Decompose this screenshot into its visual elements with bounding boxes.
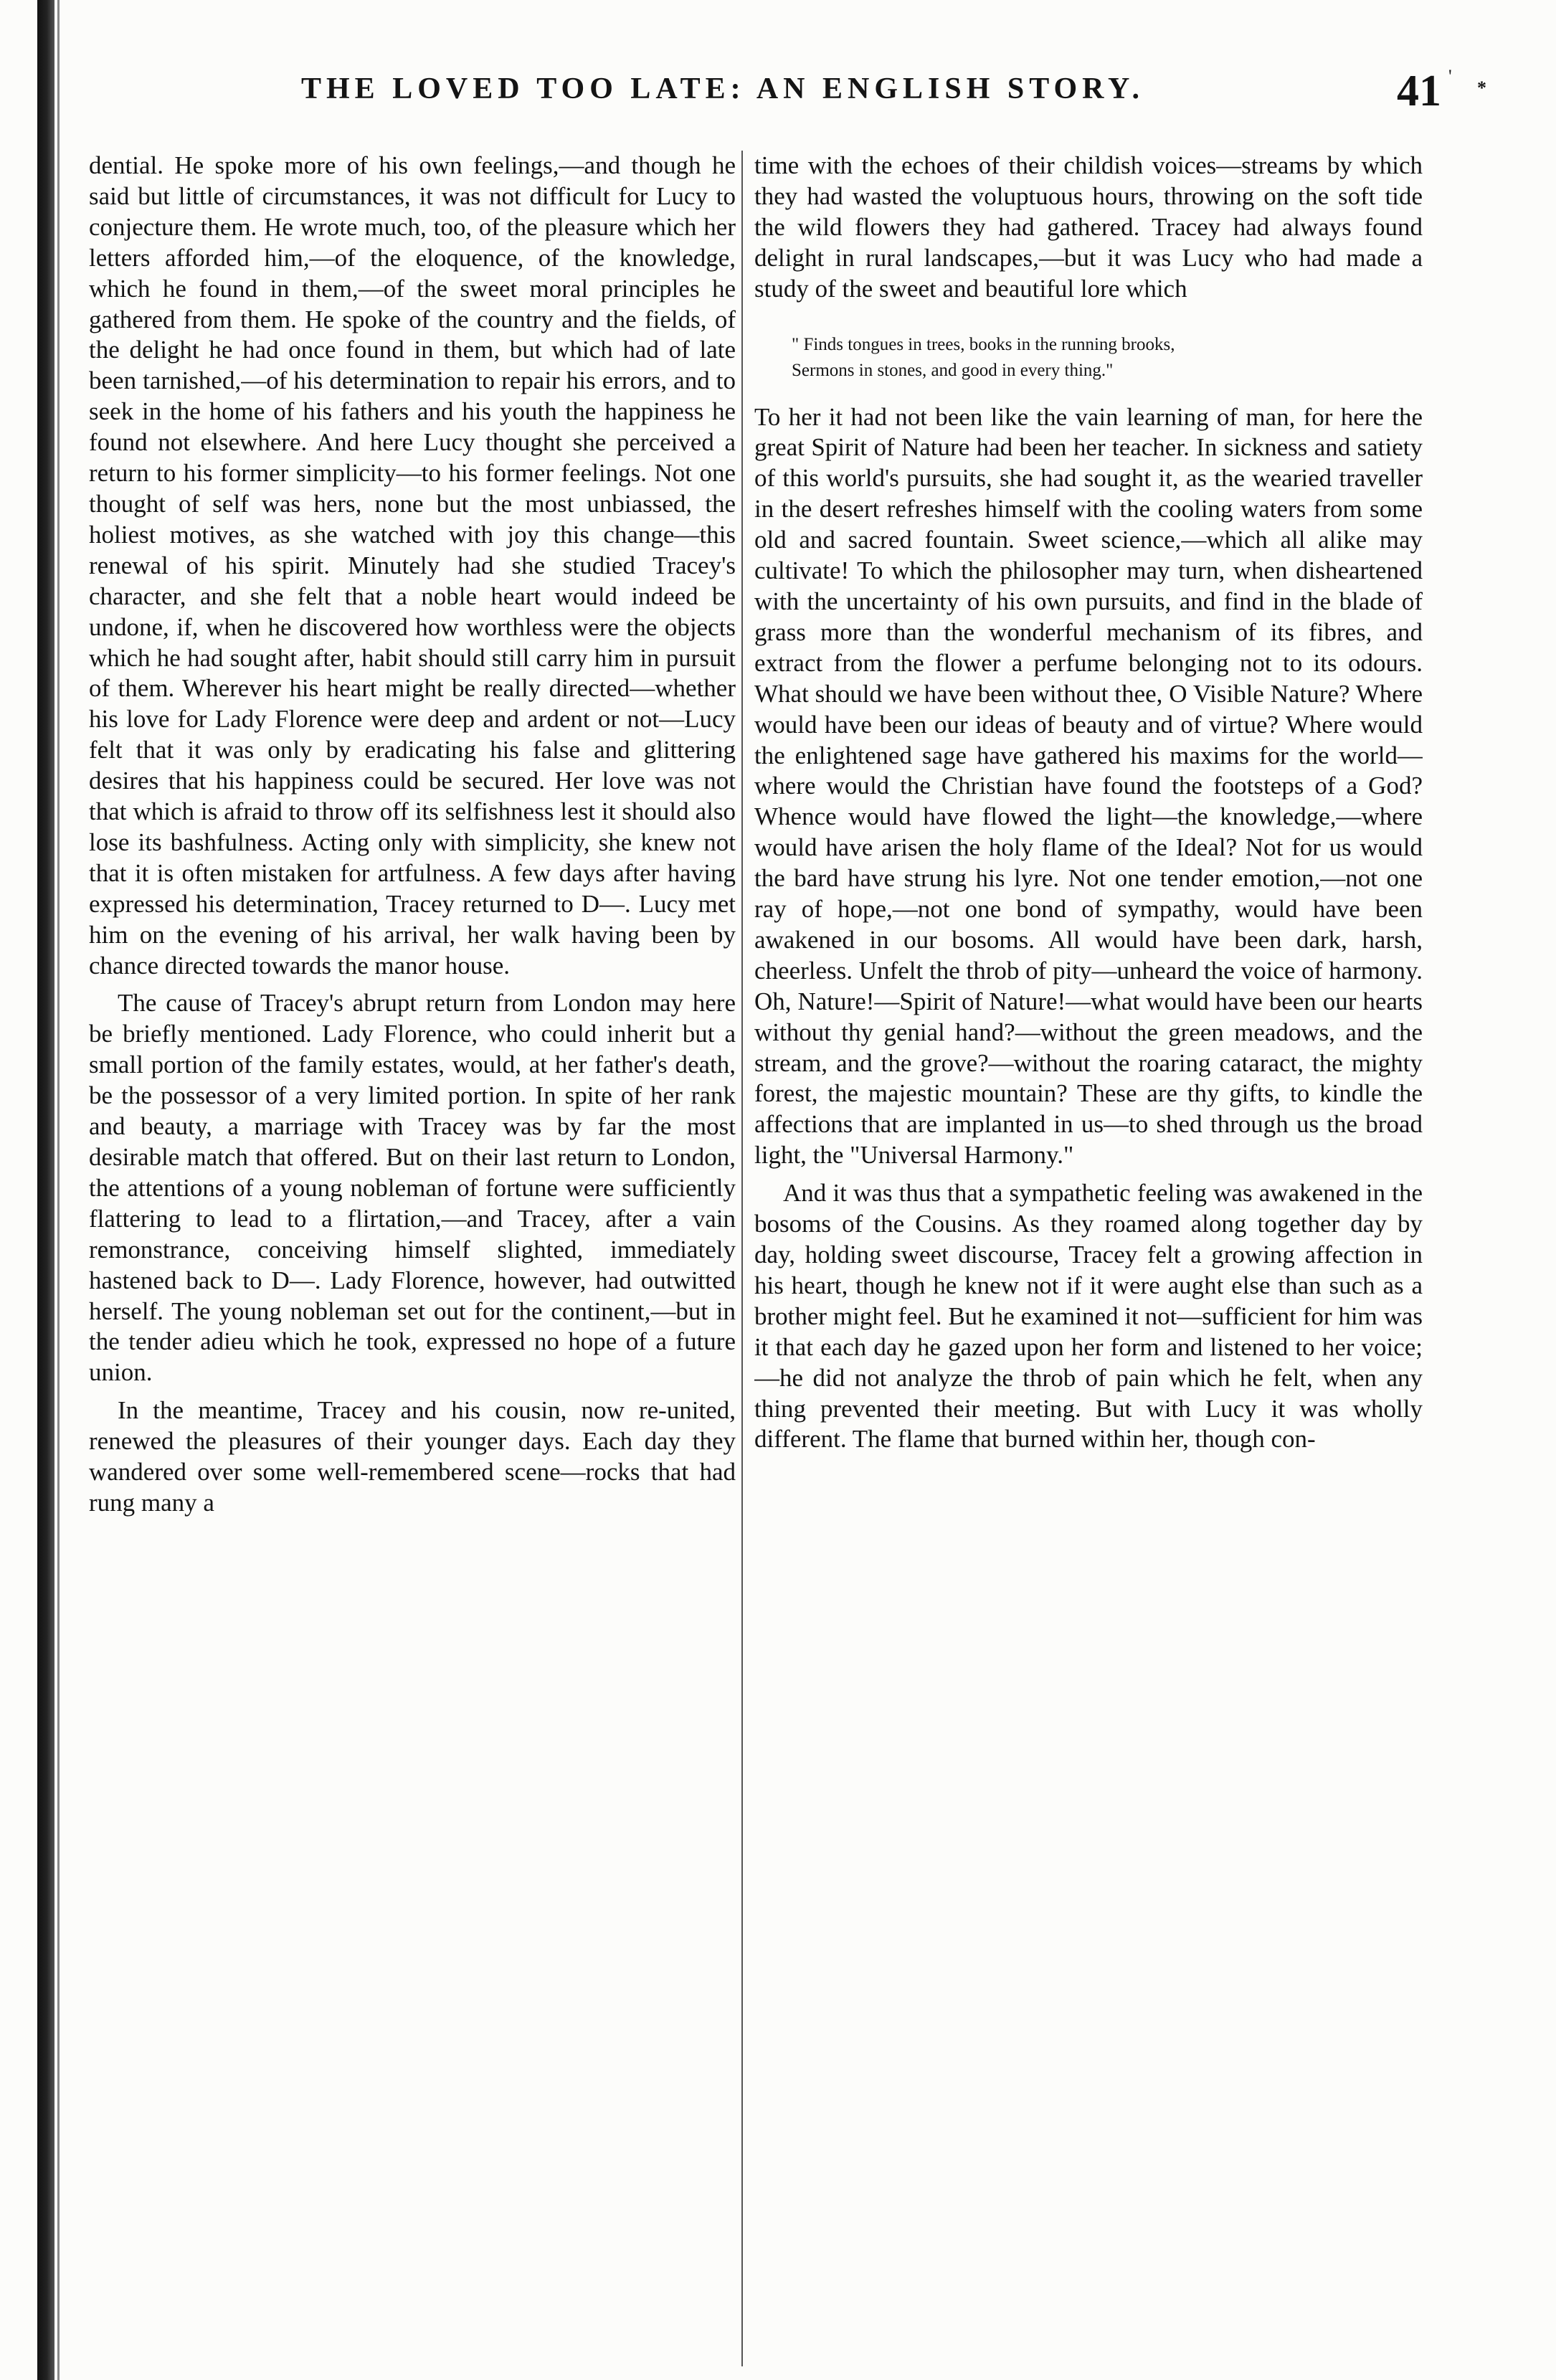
corner-mark: * bbox=[1477, 77, 1486, 98]
binding-shadow bbox=[57, 0, 60, 2380]
page-number: 41 bbox=[1397, 67, 1441, 115]
right-column bbox=[754, 151, 1423, 2366]
paragraph-opening: time with the echoes of their childish voices—streams by which they had wasted the voluptuous hours, throwing on the soft tide the wild flowers they had gathered. Tracey had always found delight in rural landscapes,—but it was Lucy who had made a study of the sweet and beautiful lore which bbox=[754, 151, 1423, 303]
block-quote bbox=[792, 332, 1423, 384]
quote-line: " Finds tongues in trees, books in the running brooks, bbox=[792, 334, 1175, 354]
paragraph-tracey-return: The cause of Tracey's abrupt return from London may here be briefly mentioned. Lady Florence, who could inherit but a small portion of the family estates, would, at her father's death, be the possessor of a very limited portion. In spite of her rank and beauty, a marriage with Tracey was by far the most desirable match that offered. But on their last return to London, the attentions of a young nobleman of fortune were sufficiently flattering to lead to a flirtation,—and Tracey, after a vain remonstrance, conceiving himself slighted, immediately hastened back to D—. Lady Florence, however, had outwitted herself. The young nobleman set out for the continent,—but in the tender adieu which he took, expressed no hope of a future union. bbox=[89, 989, 736, 1387]
binding-edge bbox=[37, 0, 54, 2380]
edge-mark: ' bbox=[1448, 66, 1452, 87]
running-title: THE LOVED TOO LATE: AN ENGLISH STORY. bbox=[301, 72, 1144, 105]
paragraph-meantime: In the meantime, Tracey and his cousin, now re-united, renewed the pleasures of their younger days. Each day they wandered over some well-remembered scene—rocks that had rung many a bbox=[89, 1396, 736, 1517]
page-header bbox=[301, 66, 1491, 131]
left-column bbox=[89, 151, 736, 2366]
paragraph-continued: dential. He spoke more of his own feelings,—and though he said but little of circumstances, it was not difficult for Lucy to conjecture them. He wrote much, too, of the pleasure which her letters afforded him,—of the eloquence, of the knowledge, which he found in them,—of the sweet moral principles he gathered from them. He spoke of the country and the fields, of the delight he had once found in them, but which had of late been tarnished,—of his determination to repair his errors, and to seek in the home of his fathers and his youth the happiness he found not elsewhere. And here Lucy thought she perceived a return to his former simplicity—to his former feelings. Not one thought of self was hers, none but the most unbiassed, the holiest motives, as she watched with joy this change—this renewal of his spirit. Minutely had she studied Tracey's character, and she felt that a noble heart would indeed be undone, if, when he discovered how worthless were the objects which he had sought after, habit should still carry him in pursuit of them. Wherever his heart might be really directed—whether his love for Lady Florence were deep and ardent or not—Lucy felt that it was only by eradicating his false and glittering desires that his happiness could be secured. Her love was not that which is afraid to throw off its selfishness lest it should also lose its bashfulness. Acting only with simplicity, she knew not that it is often mistaken for artfulness. A few days after having expressed his determination, Tracey returned to D—. Lucy met him on the evening of his arrival, her walk having been by chance directed towards the manor house. bbox=[89, 151, 736, 980]
paragraph-nature: To her it had not been like the vain learning of man, for here the great Spirit of Nature had been her teacher. In sickness and satiety of this world's pursuits, she had sought it, as the wearied traveller in the desert refreshes himself with the cooling waters from some old and sacred fountain. Sweet science,—which all alike may cultivate! To which the philosopher may turn, when disheartened with the uncertainty of his own pursuits, and find in the blade of grass more than the wonderful mechanism of its fibres, and extract from the flower a perfume belonging not to its odours. What should we have been without thee, O Visible Nature? Where would have been our ideas of beauty and of virtue? Where would the enlightened sage have gathered his maxims for the world—where would the Christian have found the footsteps of a God? Whence would have flowed the light—the knowledge,—where would have arisen the holy flame of the Ideal? Not for us would the bard have strung his lyre. Not one tender emotion,—not one ray of hope,—not one bond of sympathy, would have been awakened in our bosoms. All would have been dark, harsh, cheerless. Unfelt the throb of pity—unheard the voice of harmony. Oh, Nature!—Spirit of Nature!—what would have been our hearts without thy genial hand?—without the green meadows, and the stream, and the grove?—without the roaring cataract, the mighty forest, the majestic mountain? These are thy gifts, to kindle the affections that are implanted in us—to shed through us the broad light, the "Universal Harmony." bbox=[754, 402, 1423, 1170]
column-rule bbox=[741, 151, 743, 2366]
quote-line: Sermons in stones, and good in every thing." bbox=[792, 360, 1114, 380]
paragraph-cousins: And it was thus that a sympathetic feeling was awakened in the bosoms of the Cousins. As they roamed along together day by day, holding sweet discourse, Tracey felt a growing affection in his heart, though he knew not if it were aught else than such as a brother might feel. But he examined it not—sufficient for him was it that each day he gazed upon her form and listened to her voice;—he did not analyze the throb of pain which he felt, when any thing prevented their meeting. But with Lucy it was wholly different. The flame that burned within her, though con- bbox=[754, 1179, 1423, 1454]
